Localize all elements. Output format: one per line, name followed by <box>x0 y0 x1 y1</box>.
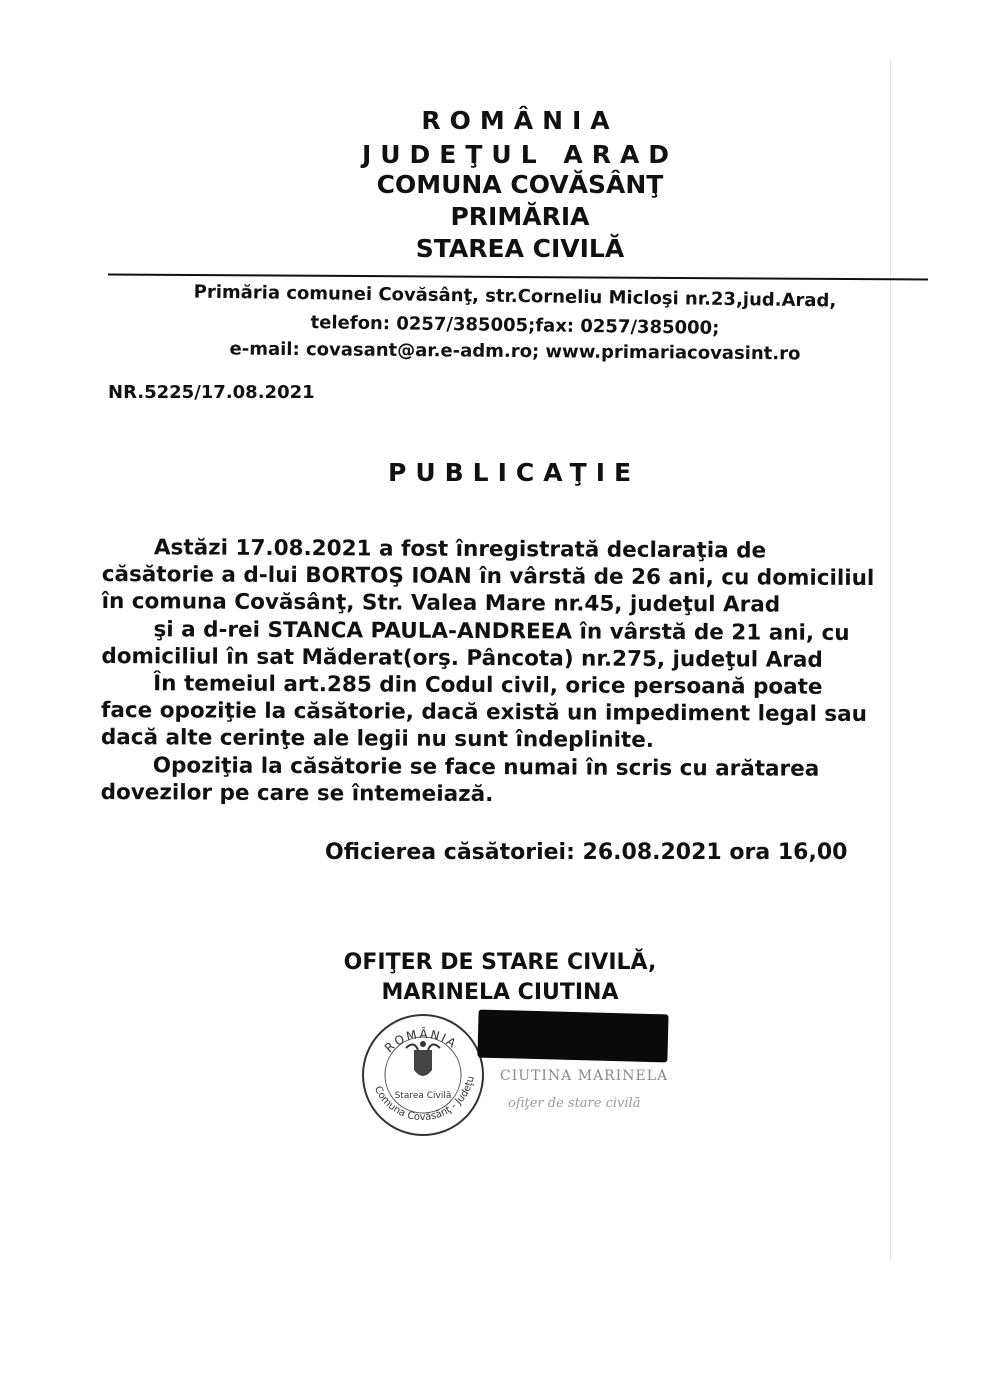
header-country: ROMÂNIA <box>421 106 619 135</box>
coat-of-arms-icon <box>406 1041 440 1076</box>
stamp-top-text: ROMÂNIA <box>382 1026 461 1056</box>
body-line: Opoziţia la căsătorie se face numai în scris cu arătarea <box>152 752 820 782</box>
stamp-bottom-text: Comuna Covăsânţ - Judeţu <box>371 1074 477 1124</box>
signatory-role: OFIŢER DE STARE CIVILĂ, <box>343 950 657 975</box>
header-county: JUDEŢUL ARAD <box>361 140 679 169</box>
body-line: dacă alte cerinţe ale legii nu sunt îndeplinite. <box>100 725 655 754</box>
official-stamp <box>358 1010 488 1140</box>
body-line: şi a d-rei STANCA PAULA-ANDREEA în vârstă de 21 ani, cu <box>153 616 850 646</box>
body-line: În temeiul art.285 din Codul civil, orice persoană poate <box>153 671 823 700</box>
name-stamp-role: ofiţer de stare civilă <box>508 1096 641 1111</box>
header-department: STAREA CIVILĂ <box>415 234 625 263</box>
body-line: în comuna Covăsânţ, Str. Valea Mare nr.45, judeţul Arad <box>101 589 781 618</box>
announcement-body <box>101 534 902 810</box>
header-commune: COMUNA COVĂSÂNŢ <box>376 170 664 199</box>
body-line: face opoziţie la căsătorie, dacă există un impediment legal sau <box>101 698 868 728</box>
contact-address: Primăria comunei Covăsânţ, str.Corneliu Micloşi nr.23,jud.Arad, <box>193 281 837 312</box>
body-line: căsătorie a d-lui BORTOŞ IOAN în vârstă de 26 ani, cu domiciliul <box>101 562 875 592</box>
document-title: PUBLICAŢIE <box>388 458 641 487</box>
header-divider <box>108 273 928 280</box>
registration-number: NR.5225/17.08.2021 <box>108 382 315 403</box>
body-line: dovezilor pe care se întemeiază. <box>100 779 494 807</box>
contact-email: e-mail: covasant@ar.e-adm.ro; www.primariacovasint.ro <box>229 338 801 365</box>
redacted-signature <box>477 1010 668 1063</box>
header-office: PRIMĂRIA <box>450 202 590 231</box>
stamp-center-text: Starea Civilă <box>394 1091 452 1101</box>
ceremony-date: Oficierea căsătoriei: 26.08.2021 ora 16,00 <box>325 840 848 865</box>
signatory-name: MARINELA CIUTINA <box>381 980 619 1005</box>
body-line: Astăzi 17.08.2021 a fost înregistrată declaraţia de <box>153 535 767 564</box>
body-line: domiciliul în sat Măderat(orş. Pâncota) nr.275, judeţul Arad <box>101 643 823 673</box>
name-stamp: CIUTINA MARINELA <box>500 1068 669 1084</box>
contact-phone: telefon: 0257/385005;fax: 0257/385000; <box>310 312 720 339</box>
official-stamp-graphic <box>358 1010 488 1140</box>
